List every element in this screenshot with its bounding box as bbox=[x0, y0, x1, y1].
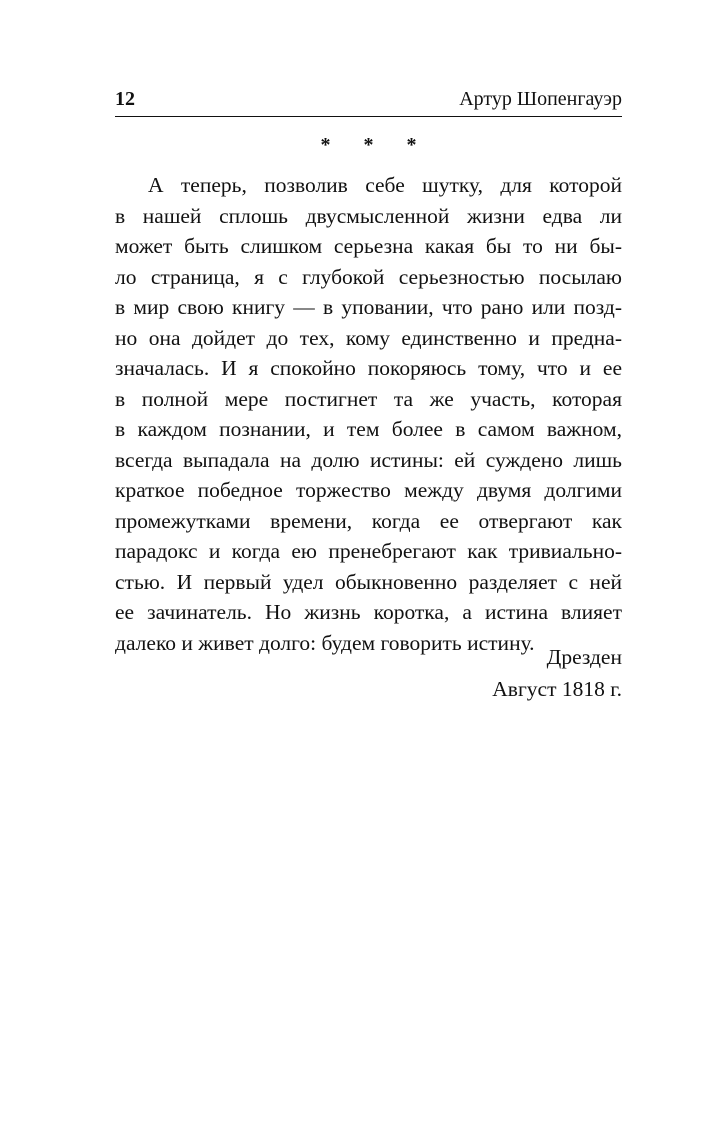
body-line: далеко и живет долго: будем говорить истину. bbox=[115, 630, 535, 655]
header-rule bbox=[115, 116, 622, 117]
running-title: Артур Шопенгауэр bbox=[459, 88, 622, 110]
body-line: в нашей сплошь двусмысленной жизни едва ли bbox=[115, 203, 622, 228]
body-line: парадокс и когда ею пренебрегают как тривиально- bbox=[115, 539, 622, 563]
body-line: ло страница, я с глубокой серьезностью посылаю bbox=[115, 264, 622, 289]
body-line: ее зачинатель. Но жизнь коротка, а истина влияет bbox=[115, 600, 622, 624]
signature-block bbox=[115, 641, 622, 705]
body-line: стью. И первый удел обыкновенно разделяет с ней bbox=[115, 569, 622, 594]
body-line: в мир свою книгу — в уповании, что рано или позд- bbox=[115, 295, 622, 319]
running-header bbox=[115, 88, 622, 112]
body-line: промежутками времени, когда ее отвергают как bbox=[115, 508, 622, 533]
page-number: 12 bbox=[115, 88, 135, 110]
body-line: может быть слишком серьезна какая бы то ни бы- bbox=[115, 234, 622, 258]
body-line: А теперь, позволив себе шутку, для которой bbox=[148, 173, 622, 197]
body-line: но она дойдет до тех, кому единственно и предна- bbox=[115, 325, 622, 350]
signature-place: Дрезден bbox=[546, 645, 622, 669]
body-line: в полной мере постигнет та же участь, которая bbox=[115, 386, 622, 411]
body-line: значалась. И я спокойно покоряюсь тому, что и ее bbox=[115, 356, 622, 380]
section-break-asterisks: * * * bbox=[320, 134, 431, 156]
body-line: всегда выпадала на долю истины: ей суждено лишь bbox=[115, 447, 622, 472]
body-paragraph bbox=[115, 170, 622, 658]
signature-date: Август 1818 г. bbox=[492, 677, 622, 701]
body-line: в каждом познании, и тем более в самом важном, bbox=[115, 417, 622, 441]
body-line: краткое победное торжество между двумя долгими bbox=[115, 478, 622, 502]
